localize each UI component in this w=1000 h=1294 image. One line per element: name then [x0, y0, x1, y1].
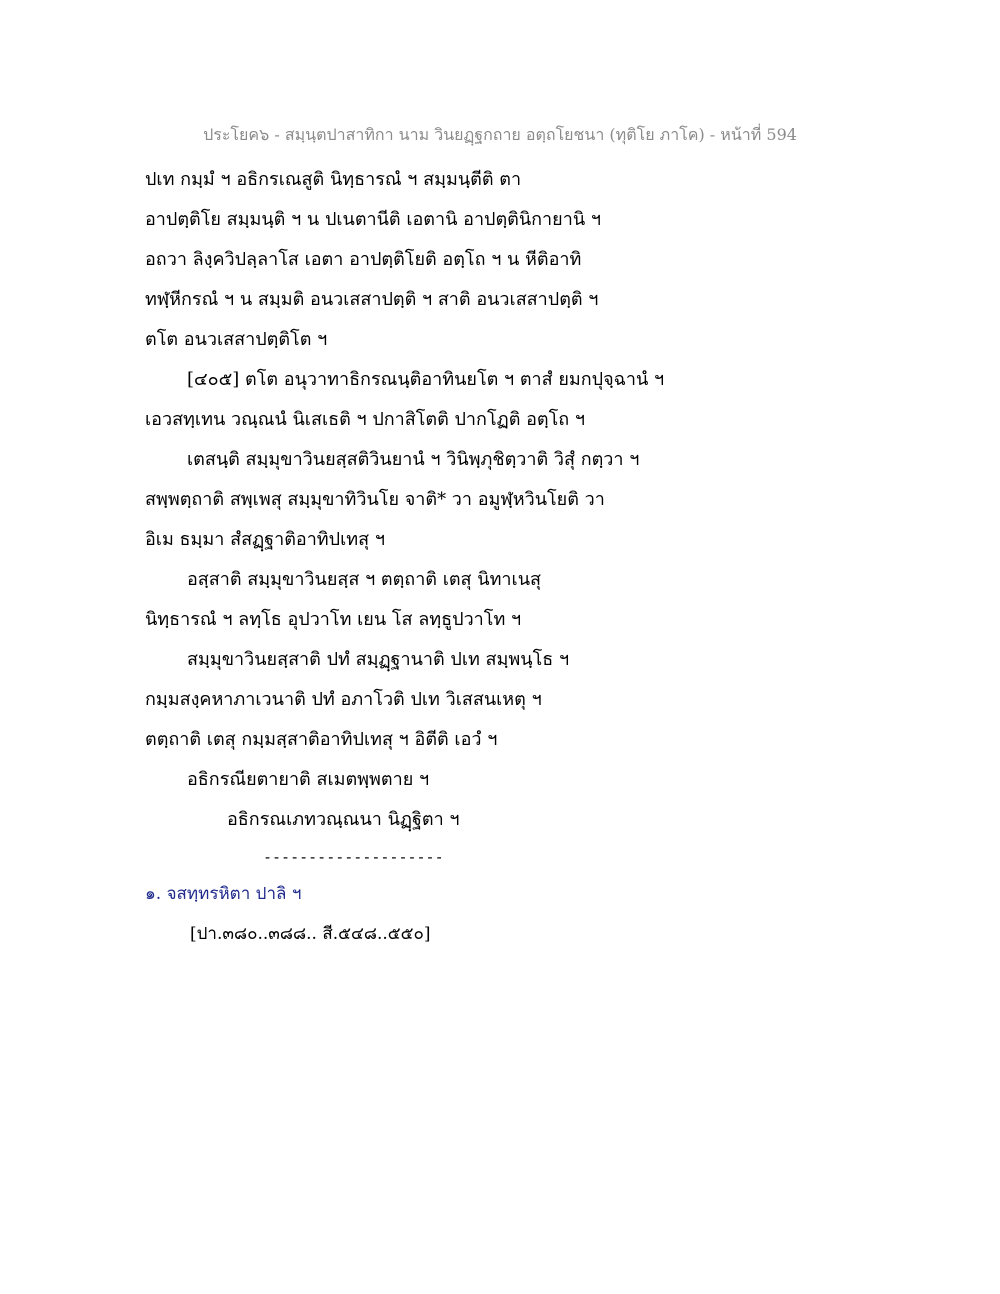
text-line: อาปตฺติโย สมฺมนฺติ ฯ น ปเนตานีติ เอตานิ อาปตฺตินิกายานิ ฯ [145, 209, 601, 230]
text-line: เอวสทฺเทน วณฺณนํ นิเสเธติ ฯ ปกาสิโตติ ปากโฏติ อตฺโถ ฯ [145, 409, 585, 430]
page-body [145, 160, 865, 954]
footnote-separator: -------------------- [263, 848, 444, 866]
text-line: สมฺมุขาวินยสฺสาติ ปทํ สมฺฏฺฐานาติ ปเท สมฺพนฺโธ ฯ [187, 649, 570, 670]
text-line: อิเม ธมฺมา สํสฏฺฐาติอาทิปเทสุ ฯ [145, 529, 385, 550]
text-line: ตโต อนวเสสาปตฺติโต ฯ [145, 329, 328, 350]
text-line: นิทฺธารณํ ฯ ลทฺโธ อุปวาโท เยน โส ลทฺธูปวาโท ฯ [145, 609, 522, 630]
text-line: ทฬฺหีกรณํ ฯ น สมฺมติ อนวเสสาปตฺติ ฯ สาติ อนวเสสาปตฺติ ฯ [145, 289, 599, 310]
footnote-reference: [ปา.๓๘๐..๓๘๘.. สี.๕๔๘..๕๕๐] [190, 924, 431, 944]
text-line: อธิกรณียตายาติ สเมตพฺพตาย ฯ [187, 769, 430, 790]
footnote-1: ๑. จสทฺทรหิตา ปาลิ ฯ [145, 884, 302, 904]
page-header: ประโยค๖ - สมฺนฺตปาสาทิกา นาม วินยฏฺฐกถาย อตฺถโยชนา (ทุติโย ภาโค) - หน้าที่ 594 [203, 125, 797, 144]
text-line: อธิกรณเภทวณฺณนา นิฏฺฐิตา ฯ [227, 809, 460, 830]
text-line: อสฺสาติ สมฺมุขาวินยสฺส ฯ ตตฺถาติ เตสุ นิทาเนสุ [187, 569, 541, 590]
text-line: อถวา ลิงฺควิปลฺลาโส เอตา อาปตฺติโยติ อตฺโถ ฯ น หีติอาทิ [145, 249, 582, 270]
text-line: ตตฺถาติ เตสุ กมฺมสฺสาติอาทิปเทสุ ฯ อิตีติ เอวํ ฯ [145, 729, 498, 750]
text-line: กมฺมสงฺคหาภาเวนาติ ปทํ อภาโวติ ปเท วิเสสนเหตุ ฯ [145, 689, 542, 710]
text-line: เตสนฺติ สมฺมุขาวินยสฺสติวินยานํ ฯ วินิพฺภุชิตฺวาติ วิสุํ กตฺวา ฯ [187, 449, 640, 470]
text-line: สพฺพตฺถาติ สพฺเพสุ สมฺมุขาทิวินโย จาติ* วา อมูฬฺหวินโยติ วา [145, 489, 605, 510]
text-lines [145, 160, 865, 840]
text-line: ปเท กมฺมํ ฯ อธิกรเณสูติ นิทฺธารณํ ฯ สมฺมนฺตีติ ตา [145, 169, 522, 190]
text-line: [๔๐๕] ตโต อนุวาทาธิกรณนฺติอาทินยโต ฯ ตาสํ ยมกปุจฺฉานํ ฯ [187, 369, 665, 390]
